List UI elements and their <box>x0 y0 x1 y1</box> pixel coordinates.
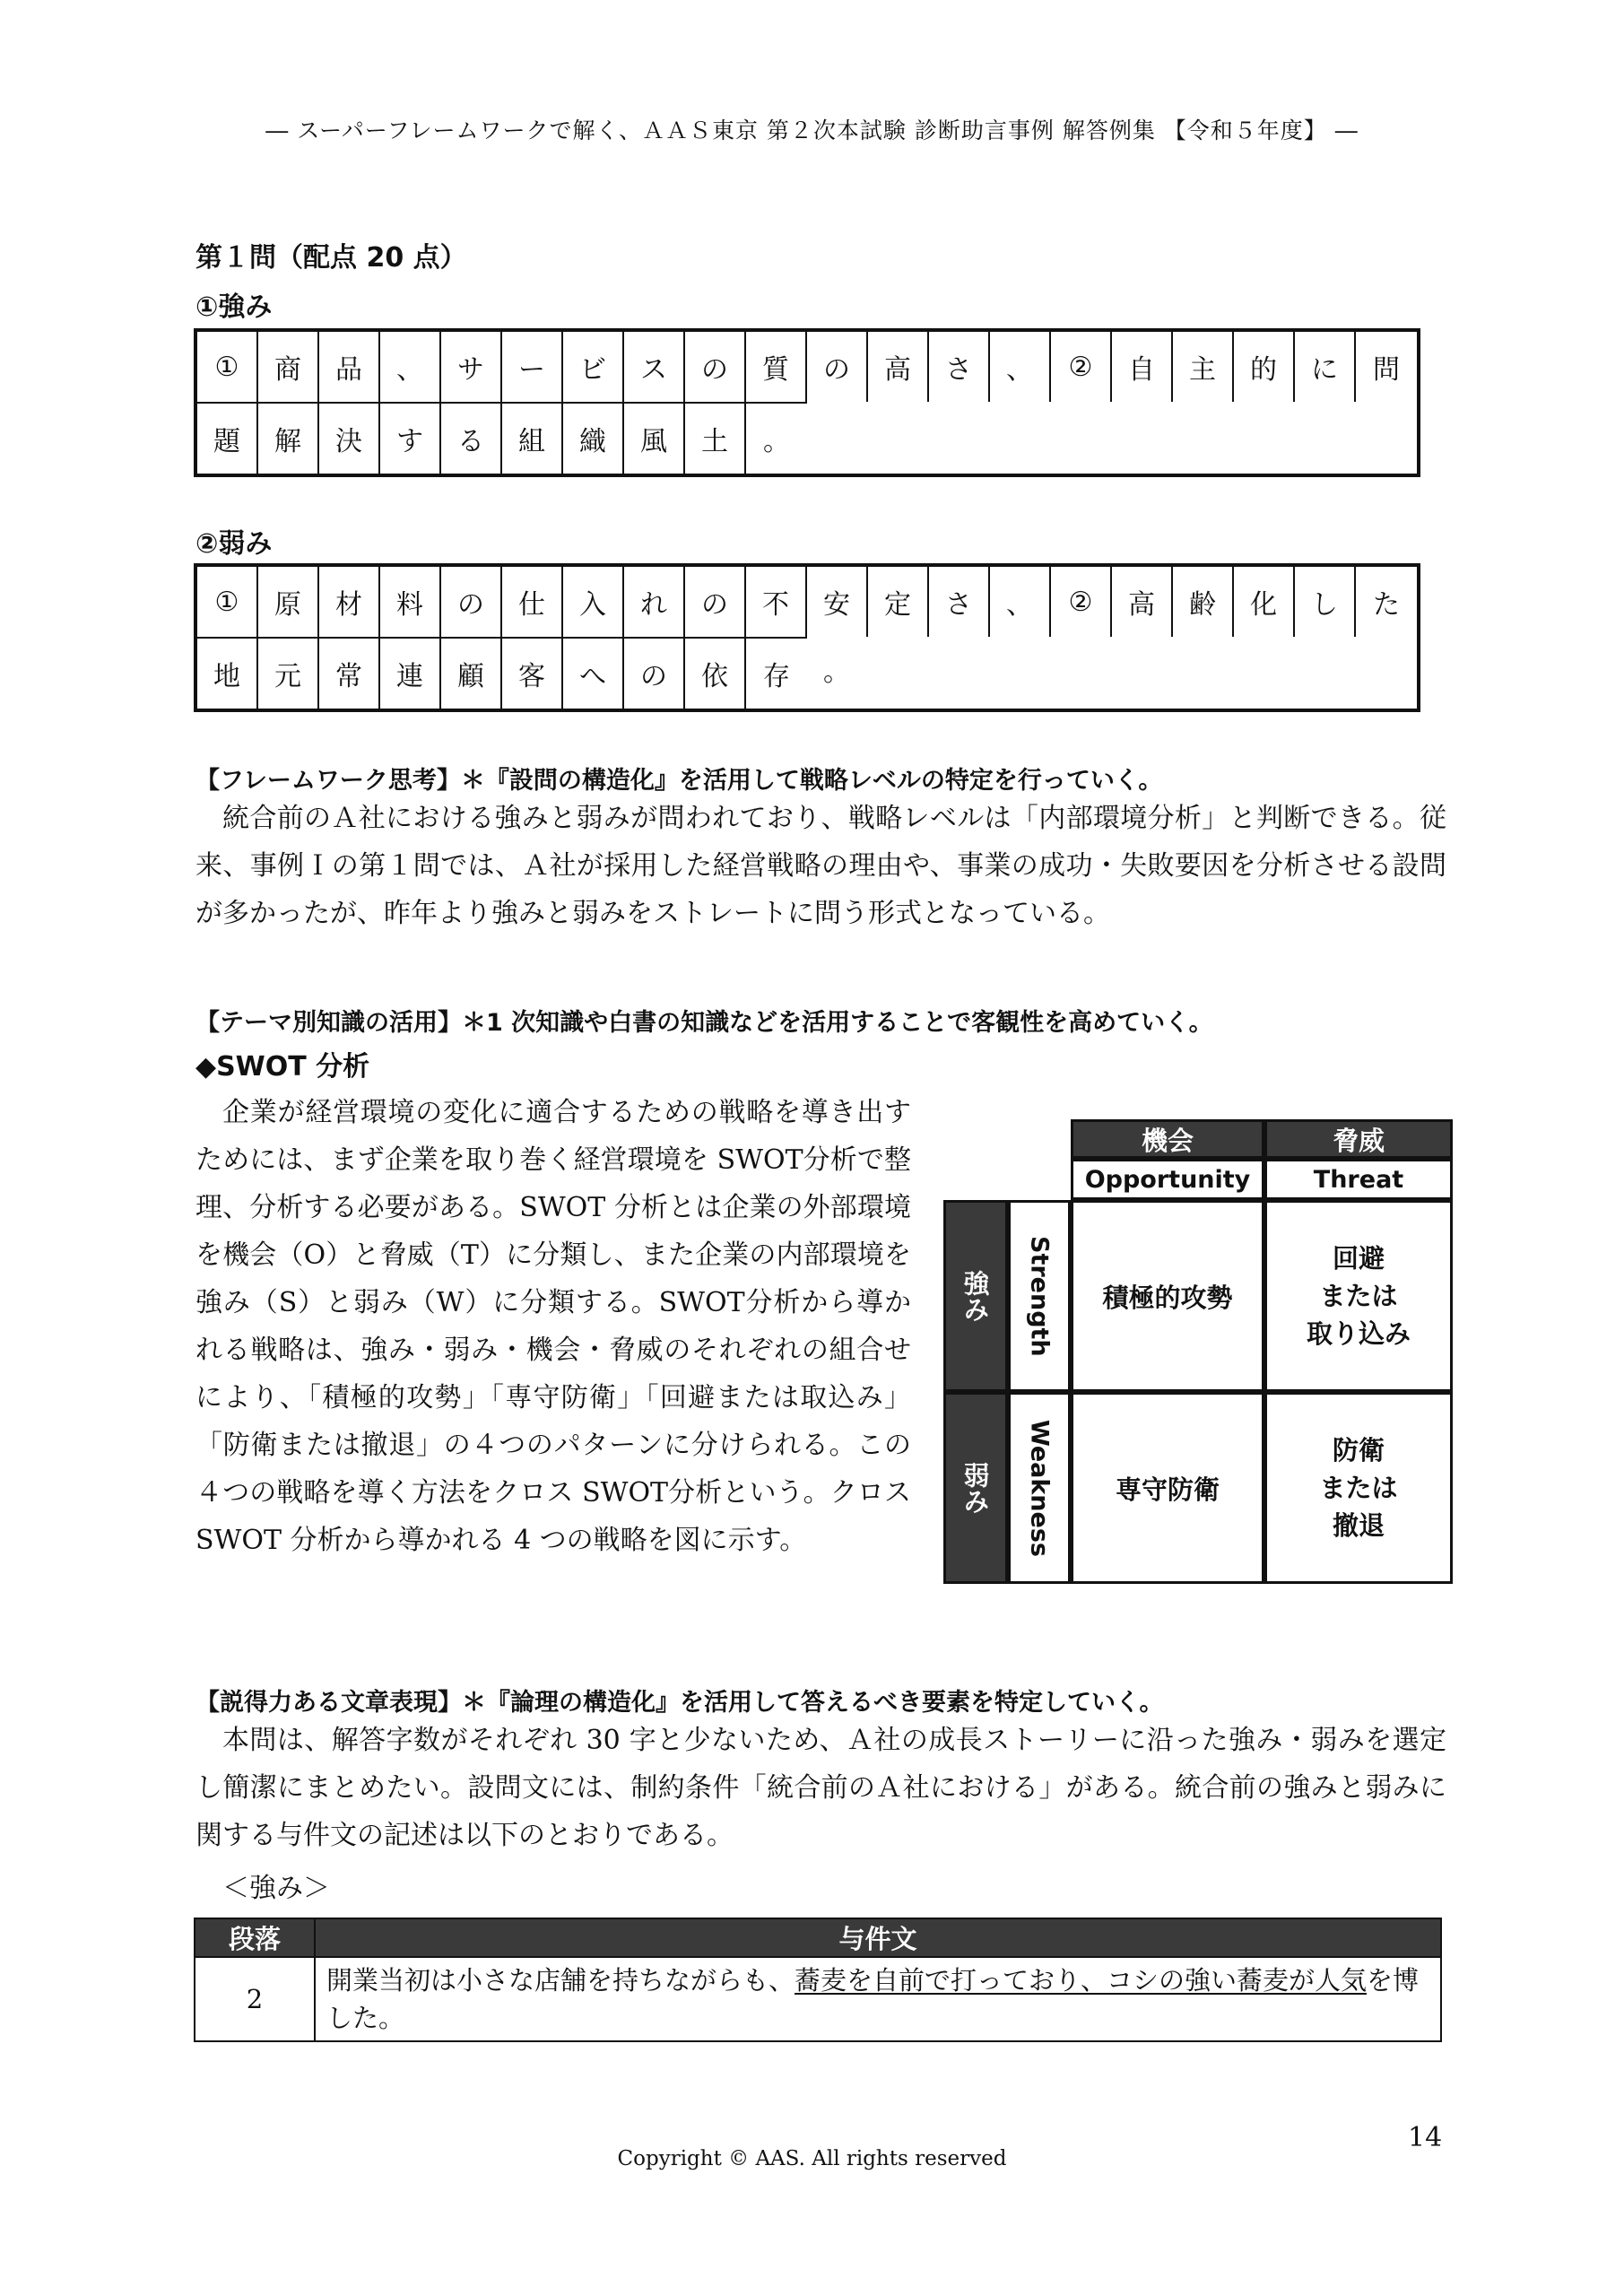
grid-cell: ー <box>502 332 563 402</box>
strength-subheading: ＜強み＞ <box>222 1873 330 1904</box>
grid-cell: 織 <box>563 404 624 474</box>
copyright-footer: Copyright © AAS. All rights reserved <box>617 2147 1007 2170</box>
grid-cell: 自 <box>1112 332 1173 402</box>
grid-cell: の <box>807 332 868 402</box>
grid-cell: の <box>441 567 502 637</box>
grid-cell: 商 <box>258 332 319 402</box>
grid-cell: 決 <box>319 404 380 474</box>
threat-jp: 脅威 <box>1264 1119 1453 1159</box>
table-header-row <box>195 1918 1441 1957</box>
source-text-underlined: 蕎麦を自前で打っており、コシの強い蕎麦が人気 <box>795 1965 1368 1996</box>
question-title: 第１問（配点 20 点） <box>195 242 467 274</box>
grid-cell: 料 <box>380 567 441 637</box>
weakness-trailing-period: 。 <box>823 657 850 688</box>
strength-heading: ①強み <box>195 291 273 323</box>
opportunity-en: Opportunity <box>1071 1159 1264 1200</box>
persuasive-body: 本問は、解答字数がそれぞれ 30 字と少ないため、Ａ社の成長ストーリーに沿った強み・弱みを選定し簡潔にまとめたい。設問文には、制約条件「統合前のＡ社における」がある。統合前の強みと弱みに関する与件文の記述は以下のとおりである。 <box>195 1725 1446 1851</box>
grid-cell: 常 <box>319 639 380 709</box>
grid-cell: 土 <box>685 404 746 474</box>
grid-cell: ビ <box>563 332 624 402</box>
grid-cell: 原 <box>258 567 319 637</box>
grid-cell: れ <box>624 567 685 637</box>
grid-row <box>197 567 1417 637</box>
swot-so-cell: 積極的攻勢 <box>1071 1200 1264 1392</box>
grid-cell: 入 <box>563 567 624 637</box>
grid-cell: 、 <box>990 567 1051 637</box>
grid-cell: の <box>624 639 685 709</box>
swot-wo-cell: 専守防衛 <box>1071 1392 1264 1584</box>
source-text-plain-b: を博した。 <box>326 1965 1420 2033</box>
grid-cell: 。 <box>763 426 790 457</box>
grid-cell: 高 <box>1112 567 1173 637</box>
source-text-table <box>194 1918 1442 2042</box>
grid-cell: す <box>380 404 441 474</box>
weakness-en: Weakness <box>1008 1392 1071 1584</box>
grid-cell: 主 <box>1173 332 1234 402</box>
grid-cell: 高 <box>868 332 929 402</box>
swot-matrix <box>943 1119 1453 1584</box>
grid-cell: さ <box>929 567 990 637</box>
grid-cell: 題 <box>197 404 258 474</box>
persuasive-heading: 【説得力ある文章表現】＊『論理の構造化』を活用して答えるべき要素を特定していく。 <box>195 1689 1164 1717</box>
grid-cell: サ <box>441 332 502 402</box>
grid-cell: 風 <box>624 404 685 474</box>
source-text <box>315 1957 1441 2041</box>
grid-cell: 存 <box>763 661 790 692</box>
weakness-jp: 弱み <box>943 1392 1008 1584</box>
grid-cell: た <box>1373 589 1400 621</box>
grid-cell: ① <box>197 332 258 402</box>
framework-heading: 【フレームワーク思考】＊『設問の構造化』を活用して戦略レベルの特定を行っていく。 <box>195 767 1163 795</box>
grid-cell: ス <box>624 332 685 402</box>
grid-cell: の <box>685 332 746 402</box>
col-paragraph-header: 段落 <box>195 1918 315 1957</box>
grid-row <box>197 402 807 474</box>
grid-row <box>197 332 1417 402</box>
swot-st-cell: 回避 または 取り込み <box>1264 1200 1453 1392</box>
grid-cell: 連 <box>380 639 441 709</box>
weakness-answer-grid <box>194 563 1420 712</box>
grid-cell: へ <box>563 639 624 709</box>
grid-cell: 定 <box>868 567 929 637</box>
swot-body: 企業が経営環境の変化に適合するための戦略を導き出すためには、まず企業を取り巻く経営環境を SWOT分析で整理、分析する必要がある。SWOT 分析とは企業の外部環境を機会（O）と脅威（T）に分類し、また企業の内部環境を強み（S）と弱み（W）に分類する。SWOT分析から導かれる戦略は、強み・弱み・機会・脅威のそれぞれの組合せにより、「積極的攻勢」「専守防衛」「回避または取込み」「防衛または撤退」の４つのパターンに分けられる。この４つの戦略を導く方法をクロス SWOT分析という。クロス SWOT 分析から導かれる 4 つの戦略を図に示す。 <box>195 1097 911 1556</box>
swot-title: ◆SWOT 分析 <box>195 1051 370 1083</box>
strength-en: Strength <box>1008 1200 1071 1392</box>
grid-cell: 地 <box>197 639 258 709</box>
swot-corner <box>943 1119 1071 1200</box>
opportunity-jp: 機会 <box>1071 1119 1264 1159</box>
grid-cell: 仕 <box>502 567 563 637</box>
paragraph-number: 2 <box>195 1957 315 2041</box>
grid-cell: ② <box>1051 332 1112 402</box>
grid-cell: ① <box>197 567 258 637</box>
weakness-heading: ②弱み <box>195 528 273 560</box>
grid-cell: 的 <box>1234 332 1295 402</box>
grid-cell: 、 <box>990 332 1051 402</box>
grid-cell: 解 <box>258 404 319 474</box>
threat-en: Threat <box>1264 1159 1453 1200</box>
grid-cell: さ <box>929 332 990 402</box>
grid-cell: 化 <box>1234 567 1295 637</box>
strength-jp: 強み <box>943 1200 1008 1392</box>
grid-cell: 安 <box>807 567 868 637</box>
swot-wt-cell: 防衛 または 撤退 <box>1264 1392 1453 1584</box>
grid-cell: 不 <box>746 567 807 637</box>
col-text-header: 与件文 <box>315 1918 1441 1957</box>
strength-answer-grid <box>194 328 1420 477</box>
grid-cell: 組 <box>502 404 563 474</box>
theme-heading: 【テーマ別知識の活用】＊1 次知識や白書の知識などを活用することで客観性を高めていく。 <box>195 1009 1213 1037</box>
grid-cell: る <box>441 404 502 474</box>
grid-cell: 材 <box>319 567 380 637</box>
grid-cell: の <box>685 567 746 637</box>
source-text-plain-a: 開業当初は小さな店舗を持ちながらも、 <box>326 1965 795 1996</box>
grid-cell: 問 <box>1373 354 1400 386</box>
grid-cell: 依 <box>685 639 746 709</box>
grid-row <box>197 637 807 709</box>
grid-cell: 元 <box>258 639 319 709</box>
grid-cell: に <box>1295 332 1356 402</box>
page-header: ― スーパーフレームワークで解く、ＡＡＳ東京 第２次本試験 診断助言事例 解答例集 【令和５年度】 ― <box>265 117 1359 144</box>
grid-cell: 、 <box>380 332 441 402</box>
grid-cell: ② <box>1051 567 1112 637</box>
grid-cell: 質 <box>746 332 807 402</box>
grid-cell: 顧 <box>441 639 502 709</box>
grid-cell: 客 <box>502 639 563 709</box>
page-number: 14 <box>1408 2122 1443 2153</box>
grid-cell: し <box>1295 567 1356 637</box>
grid-cell: 品 <box>319 332 380 402</box>
table-row <box>195 1957 1441 2041</box>
grid-cell: 齢 <box>1173 567 1234 637</box>
framework-body: 統合前のＡ社における強みと弱みが問われており、戦略レベルは「内部環境分析」と判断できる。従来、事例Ｉの第１問では、Ａ社が採用した経営戦略の理由や、事業の成功・失敗要因を分析させる設問が多かったが、昨年より強みと弱みをストレートに問う形式となっている。 <box>195 803 1446 929</box>
